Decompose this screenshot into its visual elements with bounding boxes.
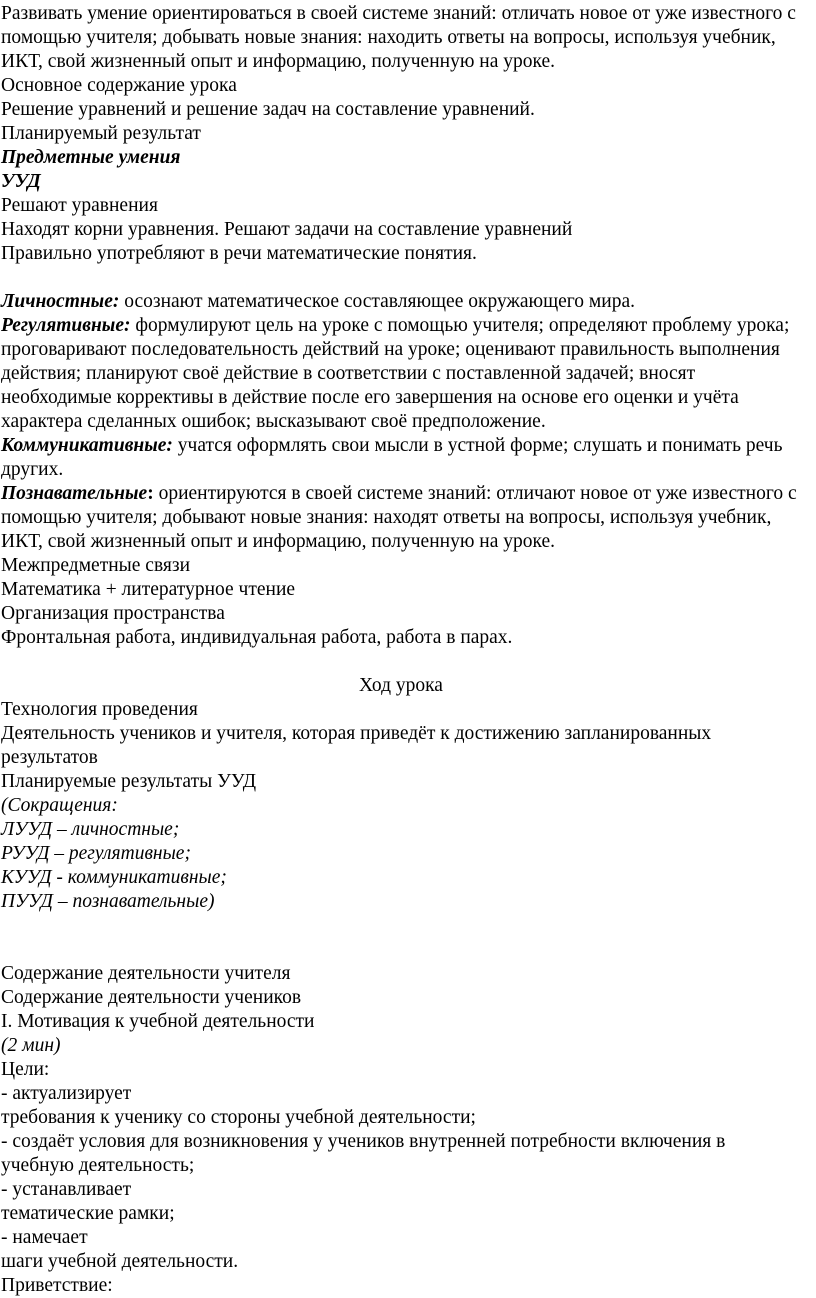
regulatory-paragraph (1, 314, 801, 434)
subject-skills-heading: Предметные умения (1, 147, 181, 168)
uud-heading: УУД (1, 171, 41, 192)
main-content-heading: Основное содержание урока (1, 75, 237, 96)
abbreviation-line: (Сокращения: (1, 795, 118, 816)
spacer (1, 266, 801, 290)
goal-line: шаги учебной деятельности. (1, 1251, 239, 1272)
abbreviation-line: РУУД – регулятивные; (1, 843, 191, 864)
goal-line: - устанавливает (1, 1179, 132, 1200)
goal-line: - создаёт условия для возникновения у учеников внутренней потребности включения в учебную деятельность; (1, 1131, 726, 1176)
communicative-label: Коммуникативные: (1, 435, 173, 456)
lesson-title: Ход урока (359, 675, 443, 696)
space-org-text: Фронтальная работа, индивидуальная работа, работа в парах. (1, 627, 513, 648)
goal-line: - актуализирует (1, 1083, 132, 1104)
greeting-line: Приветствие: (1, 1275, 113, 1296)
goal-line: тематические рамки; (1, 1203, 175, 1224)
space-org-heading: Организация пространства (1, 603, 225, 624)
technology-heading: Технология проведения (1, 699, 198, 720)
document-page (1, 2, 801, 1298)
regulatory-label: Регулятивные: (1, 315, 131, 336)
communicative-paragraph (1, 434, 801, 482)
students-content-heading: Содержание деятельности учеников (1, 987, 302, 1008)
goals-label: Цели: (1, 1059, 50, 1080)
teacher-content-heading: Содержание деятельности учителя (1, 963, 291, 984)
skill-line: Правильно употребляют в речи математические понятия. (1, 243, 477, 264)
interdisciplinary-heading: Межпредметные связи (1, 555, 191, 576)
stage-time: (2 мин) (1, 1035, 61, 1056)
cognitive-colon: : (147, 483, 154, 504)
cognitive-label: Познавательные (1, 483, 148, 504)
planned-uud-heading: Планируемые результаты УУД (1, 771, 257, 792)
goal-line: - намечает (1, 1227, 88, 1248)
planned-result-heading: Планируемый результат (1, 123, 201, 144)
spacer (1, 650, 801, 674)
skill-line: Находят корни уравнения. Решают задачи на составление уравнений (1, 219, 573, 240)
activity-description: Деятельность учеников и учителя, которая приведёт к достижению запланированных результатов (1, 723, 712, 768)
main-content-text: Решение уравнений и решение задач на составление уравнений. (1, 99, 535, 120)
abbreviation-line: ЛУУД – личностные; (1, 819, 180, 840)
interdisciplinary-text: Математика + литературное чтение (1, 579, 296, 600)
intro-paragraph: Развивать умение ориентироваться в своей системе знаний: отличать новое от уже известного с помощью учителя; добывать новые знания: находить ответы на вопросы, используя учебник, ИКТ, свой жизненный опыт и информацию, полученную на уроке. (1, 3, 796, 72)
goal-line: требования к ученику со стороны учебной деятельности; (1, 1107, 476, 1128)
communicative-text: учатся оформлять свои мысли в устной форме; слушать и понимать речь других. (1, 435, 783, 480)
skill-line: Решают уравнения (1, 195, 158, 216)
regulatory-text: формулируют цель на уроке с помощью учителя; определяют проблему урока; проговаривают последовательность действий на уроке; оценивают правильность выполнения действия; планируют своё действие в соответствии с поставленной задачей; вносят необходимые коррективы в действие после его завершения на основе его оценки и учёта характера сделанных ошибок; высказывают своё предположение. (1, 315, 790, 432)
cognitive-text: ориентируются в своей системе знаний: отличают новое от уже известного с помощью учителя; добывают новые знания: находят ответы на вопросы, используя учебник, ИКТ, свой жизненный опыт и информацию, полученную на уроке. (1, 483, 797, 552)
cognitive-paragraph (1, 482, 801, 554)
personal-paragraph (1, 290, 801, 314)
abbreviation-line: КУУД - коммуникативные; (1, 867, 227, 888)
personal-label: Личностные: (1, 291, 120, 312)
abbreviation-line: ПУУД – познавательные) (1, 891, 215, 912)
personal-text: осознают математическое составляющее окружающего мира. (119, 291, 635, 312)
spacer (1, 914, 801, 962)
stage-title: I. Мотивация к учебной деятельности (1, 1011, 315, 1032)
